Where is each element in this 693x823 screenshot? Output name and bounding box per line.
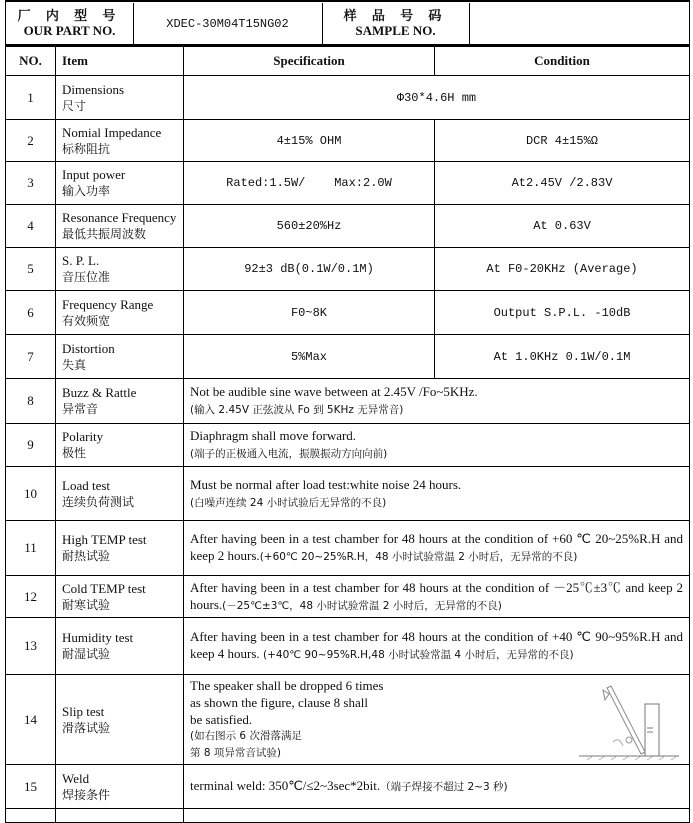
slip-test-figure (573, 680, 683, 760)
row-spec: Rated:1.5W/ Max:2.0W (184, 162, 435, 205)
row-item (56, 120, 184, 162)
row-text-en: Diaphragm shall move forward. (190, 428, 357, 443)
row-no: 10 (6, 467, 56, 521)
table-row (6, 76, 690, 120)
row-cond: At F0-20KHz (Average) (435, 248, 690, 291)
row-no: 5 (6, 248, 56, 291)
row-item (56, 765, 184, 809)
row-text (184, 675, 690, 765)
table-row (6, 467, 690, 521)
row-text (184, 618, 690, 675)
item-cn: 音压位准 (62, 270, 111, 284)
table-row (6, 291, 690, 335)
col-spec-header: Specification (184, 47, 435, 76)
our-part-en: OUR PART NO. (23, 23, 116, 38)
our-part-cn: 厂 内 型 号 (17, 8, 122, 23)
row-no: 1 (6, 76, 56, 120)
part-header (5, 0, 690, 46)
top-rule (6, 0, 689, 2)
item-en: Buzz & Rattle (62, 385, 137, 400)
row-text-en: Not be audible sine wave between at 2.45V /Fo~5KHz. (190, 384, 478, 399)
item-cn: 最低共振周波数 (62, 227, 147, 241)
row-item (56, 618, 184, 675)
row-no: 14 (6, 675, 56, 765)
row-item (56, 335, 184, 379)
row-text (184, 424, 690, 467)
row-item (56, 291, 184, 335)
row-no: 2 (6, 120, 56, 162)
table-row (6, 424, 690, 467)
row-spec: 4±15% OHM (184, 120, 435, 162)
row-text (184, 576, 690, 618)
table-row (6, 335, 690, 379)
row-text-en: After having been in a test chamber for 48 hours at the condition of －25℃±3℃ and keep 2 hours. (190, 579, 683, 612)
item-en: Dimensions (62, 81, 125, 97)
our-part-label-cell (6, 3, 134, 44)
slip-sub-line: (如右图示 6 次滑落满足 (190, 730, 302, 742)
row-item (56, 379, 184, 424)
item-en: Input power (62, 167, 126, 182)
row-spec: 92±3 dB(0.1W/0.1M) (184, 248, 435, 291)
part-number-cell (133, 3, 323, 44)
slip-sub-line: 第 8 项异常音试验) (190, 747, 281, 759)
item-en: Slip test (62, 703, 105, 719)
slip-line: The speaker shall be dropped 6 times (190, 678, 384, 693)
item-en: High TEMP test (62, 532, 147, 547)
row-text (184, 521, 690, 576)
part-number-value: XDEC-30M04T15NG02 (166, 17, 289, 31)
item-cn: 极性 (62, 446, 87, 460)
row-text (184, 379, 690, 424)
col-no-header: NO. (6, 47, 56, 76)
col-item-header: Item (56, 47, 184, 76)
row-spec: 560±20%Hz (184, 205, 435, 248)
row-no: 6 (6, 291, 56, 335)
item-cn: 标称阻抗 (62, 141, 111, 156)
spec-table (5, 46, 690, 823)
row-item (56, 248, 184, 291)
row-no: 8 (6, 379, 56, 424)
table-row (6, 248, 690, 291)
row-no: 4 (6, 205, 56, 248)
item-en: Frequency Range (62, 296, 154, 312)
row-spec: Φ30*4.6H mm (184, 76, 690, 120)
table-row (6, 765, 690, 809)
row-no: 12 (6, 576, 56, 618)
row-no: 7 (6, 335, 56, 379)
row-no: 13 (6, 618, 56, 675)
row-text-cn: （端子焊接不超过 2~3 秒) (380, 781, 508, 793)
item-en: Nomial Impedance (62, 124, 162, 140)
sample-number-value (469, 3, 689, 17)
item-cn: 耐热试验 (62, 549, 111, 563)
item-cn: 异常音 (62, 402, 99, 416)
row-no: 15 (6, 765, 56, 809)
sample-en: SAMPLE NO. (355, 23, 436, 38)
row-item (56, 675, 184, 765)
row-text-en: Must be normal after load test:white noise 24 hours. (190, 476, 462, 492)
row-text-cn: (－25℃±3℃，48 小时试验常温 2 小时后，无异常的不良) (222, 599, 502, 612)
item-cn: 耐湿试验 (62, 647, 111, 661)
row-text (184, 467, 690, 521)
row-cond: At 1.0KHz 0.1W/0.1M (435, 335, 690, 379)
table-row (6, 618, 690, 675)
slip-line: be satisfied. (190, 712, 253, 727)
table-row (6, 120, 690, 162)
sample-cn: 样 品 号 码 (343, 8, 448, 23)
table-row (6, 576, 690, 618)
row-text-cn: (+60℃ 20~25%R.H，48 小时试验常温 2 小时后，无异常的不良) (259, 551, 578, 563)
item-en: S. P. L. (62, 253, 100, 268)
table-row-cut (6, 809, 690, 823)
item-cn: 焊接条件 (62, 787, 111, 802)
item-cn: 尺寸 (62, 98, 87, 113)
row-spec: F0~8K (184, 291, 435, 335)
item-cn: 滑落试验 (62, 720, 111, 735)
row-cond: At2.45V /2.83V (435, 162, 690, 205)
table-header-row (6, 47, 690, 76)
item-en: Polarity (62, 429, 104, 444)
row-no: 9 (6, 424, 56, 467)
item-cn: 失真 (62, 357, 87, 372)
row-text-en: After having been in a test chamber for 48 hours at the condition of +40 ℃ 90~95%R.H and keep 4 hours. (190, 629, 683, 661)
row-item (56, 424, 184, 467)
row-cond: At 0.63V (435, 205, 690, 248)
row-text-cn: (端子的正极通入电流，振膜振动方向向前) (190, 448, 388, 460)
col-cond-header: Condition (435, 47, 690, 76)
row-no: 3 (6, 162, 56, 205)
row-no: 11 (6, 521, 56, 576)
item-cn: 有效频宽 (62, 313, 111, 328)
sample-number-cell (469, 3, 689, 44)
row-item (56, 467, 184, 521)
row-spec: 5%Max (184, 335, 435, 379)
item-en: Cold TEMP test (62, 580, 146, 596)
item-en: Resonance Frequency (62, 210, 177, 225)
row-text-cn: (+40℃ 90~95%R.H,48 小时试验常温 4 小时后，无异常的不良) (259, 649, 574, 661)
item-en: Distortion (62, 340, 115, 356)
row-item (56, 76, 184, 120)
item-cn: 输入功率 (62, 184, 111, 198)
item-cn: 耐寒试验 (62, 597, 111, 612)
item-en: Load test (62, 477, 111, 493)
row-item (56, 521, 184, 576)
row-item (56, 162, 184, 205)
row-text-en: terminal weld: 350℃/≤2~3sec*2bit. (190, 778, 381, 793)
table-row (6, 379, 690, 424)
row-cond: Output S.P.L. -10dB (435, 291, 690, 335)
row-text-cn: (白噪声连续 24 小时试验后无异常的不良) (190, 496, 387, 509)
item-en: Humidity test (62, 630, 134, 645)
row-item (56, 576, 184, 618)
slip-line: as shown the figure, clause 8 shall (190, 695, 368, 710)
row-text (184, 765, 690, 809)
table-row (6, 521, 690, 576)
table-row (6, 675, 690, 765)
sample-label-cell (322, 3, 470, 44)
row-cond: DCR 4±15%Ω (435, 120, 690, 162)
item-en: Weld (62, 770, 90, 786)
table-row (6, 162, 690, 205)
row-item (56, 205, 184, 248)
row-text-en: After having been in a test chamber for 48 hours at the condition of +60 ℃ 20~25%R.H and keep 2 hours. (190, 531, 683, 563)
row-text-cn: (输入 2.45V 正弦波从 Fo 到 5KHz 无异常音) (190, 404, 404, 416)
table-row (6, 205, 690, 248)
item-cn: 连续负荷测试 (62, 494, 135, 509)
